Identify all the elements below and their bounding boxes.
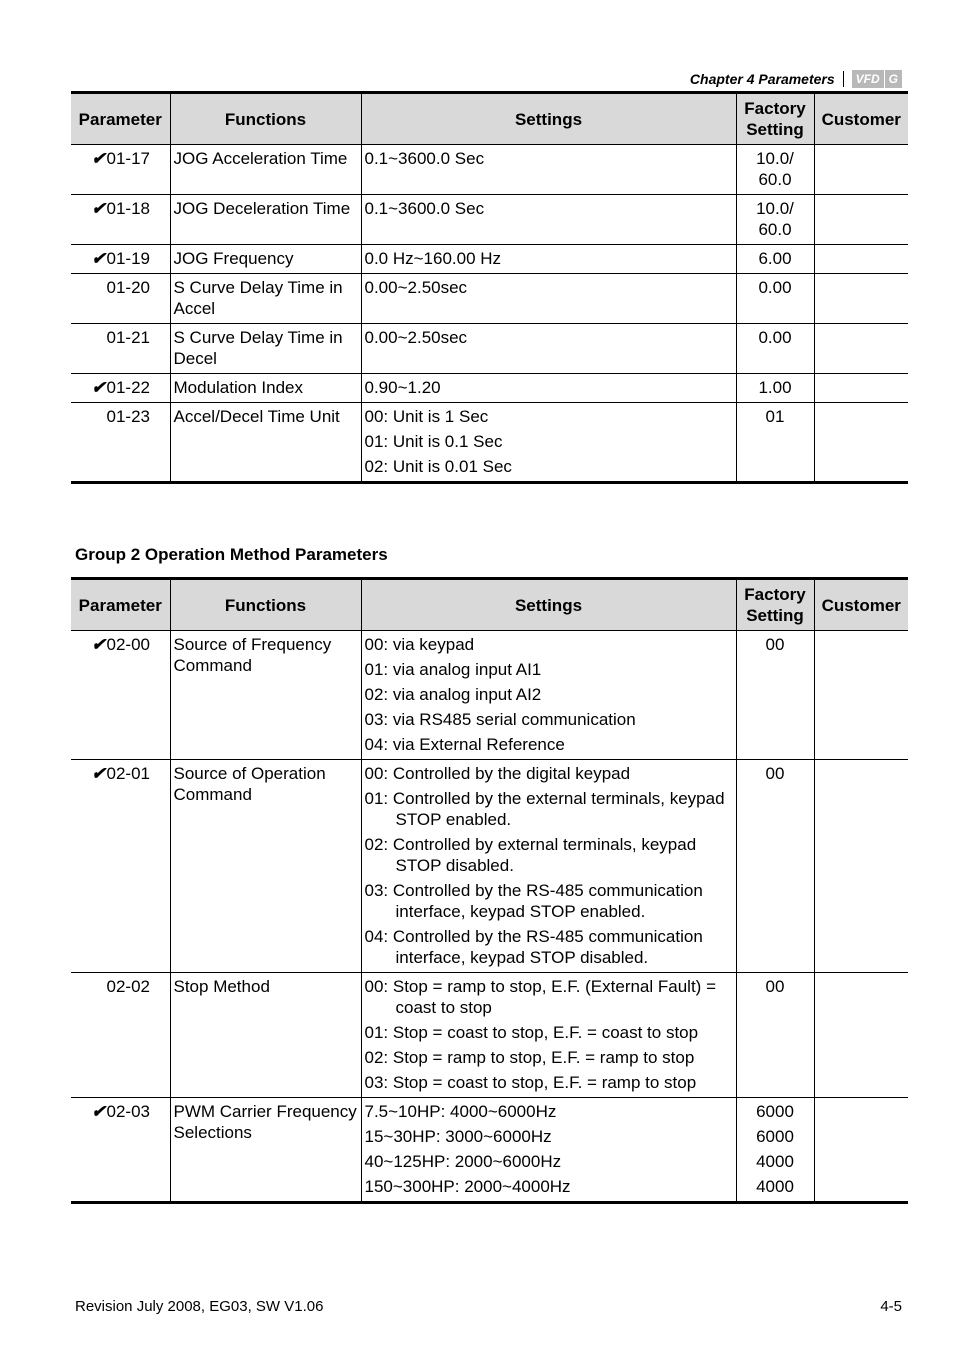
table-row [71, 760, 908, 973]
factory-value: 6000 [756, 1102, 794, 1121]
modifiable-flag-icon: ✔ [91, 764, 106, 783]
setting-line: 01: Stop = coast to stop, E.F. = coast to stop [364, 1023, 699, 1042]
table-row [71, 631, 908, 760]
setting-line: 0.00~2.50sec [364, 278, 468, 297]
parameter-id: 01-18 [106, 199, 150, 218]
parameter-id: 01-19 [106, 249, 150, 268]
modifiable-flag-icon: ✔ [91, 199, 106, 218]
settings-cell [361, 195, 736, 245]
setting-line: 0.00~2.50sec [364, 328, 468, 347]
factory-setting-cell [736, 145, 814, 195]
table-row [71, 274, 908, 324]
factory-setting-cell [736, 631, 814, 760]
header-settings: Settings [361, 93, 736, 145]
modifiable-flag-icon: ✔ [91, 249, 106, 268]
customer-cell [814, 195, 908, 245]
factory-setting-cell [736, 760, 814, 973]
parameter-cell [71, 1098, 170, 1203]
factory-value: 1.00 [758, 378, 792, 397]
header-settings: Settings [361, 579, 736, 631]
table-row [71, 374, 908, 403]
setting-line: 00: Controlled by the digital keypad [364, 764, 631, 783]
table-row [71, 403, 908, 483]
header-functions: Functions [170, 93, 361, 145]
function-cell: PWM Carrier Frequency Selections [170, 1098, 361, 1203]
parameter-cell [71, 973, 170, 1098]
header-factory-setting: Factory Setting [736, 579, 814, 631]
settings-cell [361, 324, 736, 374]
function-cell: Source of Frequency Command [170, 631, 361, 760]
settings-cell [361, 274, 736, 324]
header-divider [843, 71, 844, 87]
factory-setting-cell [736, 1098, 814, 1203]
customer-cell [814, 760, 908, 973]
group2-title: Group 2 Operation Method Parameters [75, 545, 388, 564]
setting-line: 150~300HP: 2000~4000Hz [364, 1177, 571, 1196]
customer-cell [814, 1098, 908, 1203]
factory-setting-cell [736, 195, 814, 245]
factory-value: 00 [765, 764, 785, 783]
function-cell: Stop Method [170, 973, 361, 1098]
customer-cell [814, 245, 908, 274]
chapter-title: Chapter 4 Parameters [689, 71, 835, 87]
setting-line: 02: Controlled by external terminals, keypad STOP disabled. [364, 835, 697, 875]
setting-line: 02: Stop = ramp to stop, E.F. = ramp to stop [364, 1048, 695, 1067]
setting-line: 00: Stop = ramp to stop, E.F. (External Fault) = coast to stop [364, 977, 716, 1017]
function-cell: JOG Frequency [170, 245, 361, 274]
setting-line: 0.1~3600.0 Sec [364, 149, 485, 168]
revision-footer: Revision July 2008, EG03, SW V1.06 [75, 1298, 324, 1315]
factory-value: 10.0/ 60.0 [756, 149, 794, 189]
function-cell: S Curve Delay Time in Accel [170, 274, 361, 324]
factory-value: 00 [765, 977, 785, 996]
logo-left: VFD [852, 70, 884, 88]
parameter-id: 01-22 [106, 378, 150, 397]
setting-line: 03: Controlled by the RS-485 communication interface, keypad STOP enabled. [364, 881, 703, 921]
modifiable-flag-icon: ✔ [91, 378, 106, 397]
setting-line: 03: via RS485 serial communication [364, 710, 636, 729]
logo-right: G [885, 70, 902, 88]
factory-setting-cell [736, 324, 814, 374]
parameter-cell [71, 245, 170, 274]
setting-line: 04: Controlled by the RS-485 communication interface, keypad STOP disabled. [364, 927, 703, 967]
customer-cell [814, 374, 908, 403]
factory-setting-cell [736, 374, 814, 403]
parameter-table-group2 [71, 577, 908, 1204]
function-cell: Accel/Decel Time Unit [170, 403, 361, 483]
parameter-cell [71, 324, 170, 374]
setting-line: 02: via analog input AI2 [364, 685, 542, 704]
customer-cell [814, 274, 908, 324]
table1-body [71, 145, 908, 483]
setting-line: 02: Unit is 0.01 Sec [364, 457, 512, 476]
settings-cell [361, 245, 736, 274]
factory-value: 0.00 [758, 328, 792, 347]
factory-setting-cell [736, 274, 814, 324]
function-cell: JOG Deceleration Time [170, 195, 361, 245]
customer-cell [814, 403, 908, 483]
parameter-id: 02-01 [106, 764, 150, 783]
parameter-id: 01-17 [106, 149, 150, 168]
setting-line: 40~125HP: 2000~6000Hz [364, 1152, 562, 1171]
parameter-id: 01-21 [106, 328, 150, 347]
factory-setting-cell [736, 403, 814, 483]
header-parameter: Parameter [71, 93, 170, 145]
settings-cell [361, 145, 736, 195]
factory-setting-cell [736, 973, 814, 1098]
setting-line: 0.90~1.20 [364, 378, 441, 397]
setting-line: 0.0 Hz~160.00 Hz [364, 249, 502, 268]
function-cell: Modulation Index [170, 374, 361, 403]
customer-cell [814, 973, 908, 1098]
parameter-cell [71, 403, 170, 483]
function-cell: S Curve Delay Time in Decel [170, 324, 361, 374]
function-cell: Source of Operation Command [170, 760, 361, 973]
page-number: 4-5 [880, 1298, 902, 1315]
function-cell: JOG Acceleration Time [170, 145, 361, 195]
setting-line: 03: Stop = coast to stop, E.F. = ramp to stop [364, 1073, 697, 1092]
parameter-id: 01-23 [106, 407, 150, 426]
modifiable-flag-icon: ✔ [91, 1102, 106, 1121]
parameter-cell [71, 631, 170, 760]
setting-line: 0.1~3600.0 Sec [364, 199, 485, 218]
header-customer: Customer [814, 93, 908, 145]
table-row [71, 973, 908, 1098]
parameter-cell [71, 195, 170, 245]
settings-cell [361, 973, 736, 1098]
setting-line: 7.5~10HP: 4000~6000Hz [364, 1102, 557, 1121]
table-row [71, 195, 908, 245]
parameter-cell [71, 374, 170, 403]
table-row [71, 324, 908, 374]
settings-cell [361, 631, 736, 760]
parameter-id: 01-20 [106, 278, 150, 297]
settings-cell [361, 403, 736, 483]
factory-value: 00 [765, 635, 785, 654]
table-row [71, 245, 908, 274]
setting-line: 00: Unit is 1 Sec [364, 407, 489, 426]
header-parameter: Parameter [71, 579, 170, 631]
parameter-id: 02-02 [106, 977, 150, 996]
table-row [71, 145, 908, 195]
table-row [71, 1098, 908, 1203]
factory-value: 6000 [756, 1127, 794, 1146]
customer-cell [814, 631, 908, 760]
factory-value: 10.0/ 60.0 [756, 199, 794, 239]
vfd-logo [852, 70, 902, 88]
setting-line: 15~30HP: 3000~6000Hz [364, 1127, 552, 1146]
setting-line: 01: Controlled by the external terminals, keypad STOP enabled. [364, 789, 725, 829]
parameter-cell [71, 274, 170, 324]
table2-body [71, 631, 908, 1203]
modifiable-flag-icon: ✔ [91, 149, 106, 168]
modifiable-flag-icon: ✔ [91, 635, 106, 654]
factory-value: 4000 [756, 1152, 794, 1171]
factory-value: 0.00 [758, 278, 792, 297]
header-factory-setting: Factory Setting [736, 93, 814, 145]
parameter-table-group1 [71, 91, 908, 484]
parameter-cell [71, 760, 170, 973]
header-functions: Functions [170, 579, 361, 631]
factory-setting-cell [736, 245, 814, 274]
setting-line: 01: Unit is 0.1 Sec [364, 432, 503, 451]
parameter-id: 02-00 [106, 635, 150, 654]
factory-value: 6.00 [758, 249, 792, 268]
settings-cell [361, 374, 736, 403]
page-header [690, 68, 902, 90]
customer-cell [814, 324, 908, 374]
parameter-id: 02-03 [106, 1102, 150, 1121]
parameter-cell [71, 145, 170, 195]
setting-line: 01: via analog input AI1 [364, 660, 542, 679]
setting-line: 04: via External Reference [364, 735, 565, 754]
settings-cell [361, 1098, 736, 1203]
header-customer: Customer [814, 579, 908, 631]
settings-cell [361, 760, 736, 973]
factory-value: 01 [765, 407, 785, 426]
customer-cell [814, 145, 908, 195]
factory-value: 4000 [756, 1177, 794, 1196]
setting-line: 00: via keypad [364, 635, 475, 654]
